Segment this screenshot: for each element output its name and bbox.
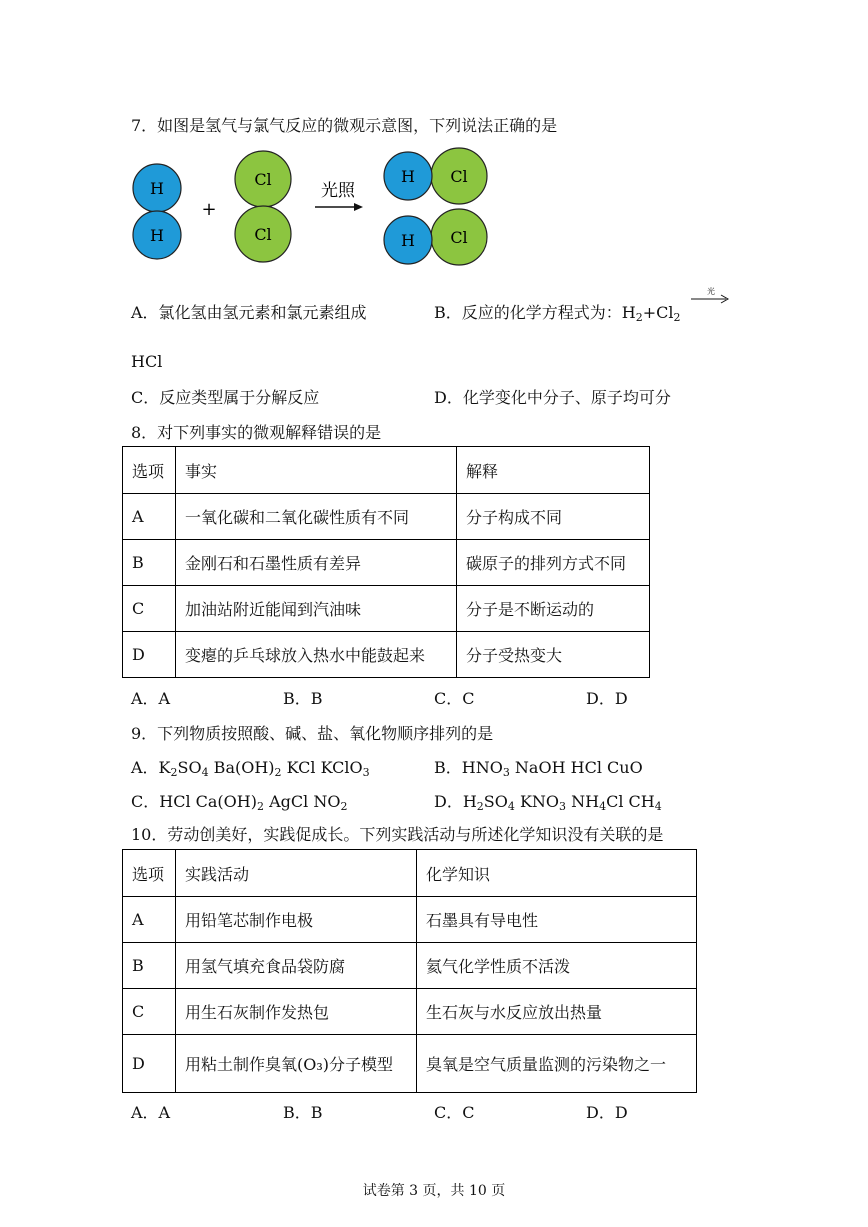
hcl-molecule [384,209,487,265]
q8-table [122,446,650,678]
cl-atom-label: Cl [254,170,272,189]
plus-sign: + [201,199,217,220]
table-header-cell: 解释 [457,447,650,494]
table-cell: 臭氧是空气质量监测的污染物之一 [417,1035,697,1093]
q10-stem: 10．劳动创美好，实践促成长。下列实践活动与所述化学知识没有关联的是 [131,825,664,844]
q9-option-d: D．$H_2SO_4$ $KNO_3$ $NH_4Cl$ $CH_4$ [434,792,662,813]
q9-option-c: C．HCl $Ca(OH)_2$ AgCl $NO_2$ [131,792,348,813]
table-header-cell: 事实 [176,447,457,494]
table-cell: 生石灰与水反应放出热量 [417,989,697,1035]
table-cell: A [123,897,176,943]
equation-arrow [690,286,732,306]
q8-answer-b: B．B [283,689,323,708]
table-row [123,989,697,1035]
table-cell: C [123,586,176,632]
table-cell: 加油站附近能闻到汽油味 [176,586,457,632]
table-cell: 用生石灰制作发热包 [176,989,417,1035]
table-header-cell: 实践活动 [176,850,417,897]
table-cell: D [123,1035,176,1093]
q10-answer-c: C．C [434,1103,475,1122]
table-header-cell: 选项 [123,447,176,494]
table-header-cell: 选项 [123,850,176,897]
q7-option-a: A．氯化氢由氢元素和氯元素组成 [131,303,367,322]
q8-answer-c: C．C [434,689,475,708]
table-cell: 氦气化学性质不活泼 [417,943,697,989]
q8-stem: 8．对下列事实的微观解释错误的是 [131,423,382,442]
table-header-cell: 化学知识 [417,850,697,897]
table-row [123,494,650,540]
q8-answer-d: D．D [586,689,628,708]
table-row [123,586,650,632]
h-atom-label: H [401,167,415,186]
q10-answer-a: A．A [131,1103,171,1122]
table-row [123,1035,697,1093]
h-atom-label: H [150,226,164,245]
q8-answer-a: A．A [131,689,171,708]
table-header-row [123,447,650,494]
table-cell: 石墨具有导电性 [417,897,697,943]
table-cell: B [123,943,176,989]
table-cell: 金刚石和石墨性质有差异 [176,540,457,586]
h2-molecule [133,164,181,259]
table-row [123,540,650,586]
q7-option-d: D．化学变化中分子、原子均可分 [434,388,671,407]
q10-table [122,849,697,1093]
table-cell: 碳原子的排列方式不同 [457,540,650,586]
q9-option-b: B．$HNO_3$ NaOH HCl CuO [434,758,643,779]
cl-atom-label: Cl [450,167,468,186]
table-cell: B [123,540,176,586]
reaction-arrow-head [354,203,363,211]
page-footer: 试卷第 3 页，共 10 页 [362,1183,506,1199]
condition-label: 光照 [321,181,355,201]
q9-option-a: A．$K_2SO_4$ $Ba(OH)_2$ KCl KClO$_3$ [131,758,370,779]
hcl-molecule [384,148,487,204]
table-cell: A [123,494,176,540]
reaction-diagram [125,145,495,270]
table-row [123,943,697,989]
table-cell: 变瘪的乒乓球放入热水中能鼓起来 [176,632,457,678]
table-cell: 分子受热变大 [457,632,650,678]
q10-answer-b: B．B [283,1103,323,1122]
q10-answer-d: D．D [586,1103,628,1122]
table-row [123,897,697,943]
equation-arrow-label: 光 [707,287,715,296]
table-cell: 用氢气填充食品袋防腐 [176,943,417,989]
q7-option-b-product: HCl [131,352,163,371]
cl2-molecule [235,151,291,262]
table-cell: 一氧化碳和二氧化碳性质有不同 [176,494,457,540]
table-header-row [123,850,697,897]
table-row [123,632,650,678]
q9-stem: 9．下列物质按照酸、碱、盐、氧化物顺序排列的是 [131,724,494,743]
table-cell: 分子是不断运动的 [457,586,650,632]
cl-atom-label: Cl [254,225,272,244]
table-cell: C [123,989,176,1035]
q7-option-b: B．反应的化学方程式为：$H_2+Cl_2$ [434,303,681,324]
table-cell: 用铅笔芯制作电极 [176,897,417,943]
cl-atom-label: Cl [450,228,468,247]
h-atom-label: H [401,231,415,250]
q7-stem: 7．如图是氢气与氯气反应的微观示意图，下列说法正确的是 [131,116,558,135]
table-cell: D [123,632,176,678]
h-atom-label: H [150,179,164,198]
table-cell: 分子构成不同 [457,494,650,540]
q7-option-c: C．反应类型属于分解反应 [131,388,320,407]
table-cell: 用粘土制作臭氧(O₃)分子模型 [176,1035,417,1093]
